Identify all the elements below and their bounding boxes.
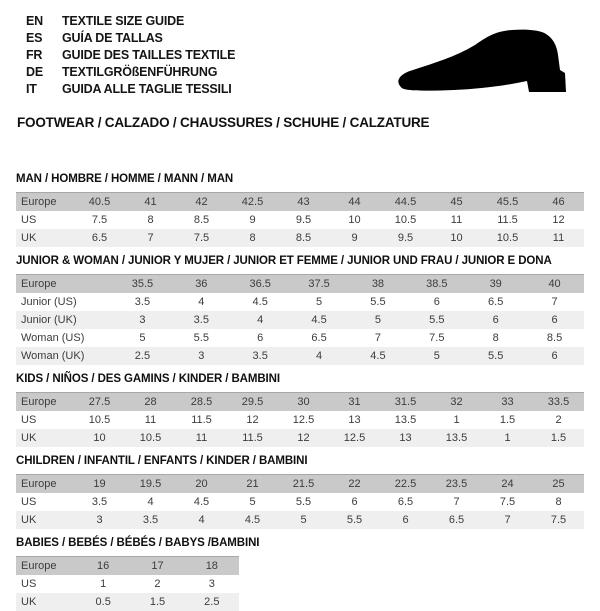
size-cell: 9.5	[295, 214, 312, 226]
category-heading: FOOTWEAR / CALZADO / CHAUSSURES / SCHUHE / CALZATURE	[17, 115, 430, 130]
size-cell: 5	[300, 514, 307, 526]
size-cell: 30	[297, 396, 310, 408]
size-cell: 12	[297, 432, 310, 444]
language-code: EN	[26, 13, 43, 28]
language-title: GUIDA ALLE TAGLIE TESSILI	[62, 81, 232, 96]
size-cell: 4	[147, 496, 154, 508]
row-label: Woman (US)	[21, 332, 85, 344]
size-cell: 16	[97, 560, 110, 572]
size-table	[16, 192, 584, 247]
row-label: Europe	[21, 396, 57, 408]
size-cell: 6.5	[488, 296, 504, 308]
size-cell: 9	[351, 232, 358, 244]
language-title: GUIDE DES TAILLES TEXTILE	[62, 47, 236, 62]
size-cell: 22	[348, 478, 361, 490]
size-cell: 3	[139, 314, 146, 326]
size-cell: 8.5	[193, 214, 210, 226]
size-cell: 4	[316, 350, 323, 362]
size-cell: 3.5	[91, 496, 108, 508]
size-cell: 33.5	[547, 396, 570, 408]
size-cell: 39	[489, 278, 502, 290]
table-row	[16, 575, 239, 593]
size-cell: 22.5	[394, 478, 417, 490]
size-cell: 7.5	[550, 514, 567, 526]
size-cell: 18	[205, 560, 218, 572]
size-cell: 7	[147, 232, 154, 244]
size-cell: 43	[297, 196, 310, 208]
size-cell: 12.5	[343, 432, 366, 444]
table-row	[16, 593, 239, 611]
size-cell: 11.5	[242, 432, 263, 444]
row-label: Europe	[21, 278, 57, 290]
size-cell: 2	[154, 578, 161, 590]
size-cell: 5.5	[429, 314, 445, 326]
guide-header	[0, 0, 600, 130]
size-cell: 25	[552, 478, 565, 490]
size-cell: 8	[555, 496, 562, 508]
size-cell: 4.5	[311, 314, 327, 326]
size-cell: 46	[552, 196, 565, 208]
size-tables	[0, 173, 600, 611]
size-cell: 7	[551, 296, 558, 308]
size-cell: 3.5	[134, 296, 151, 308]
size-cell: 6	[492, 314, 499, 326]
row-label: Junior (UK)	[21, 314, 77, 326]
size-cell: 5.5	[193, 332, 209, 344]
size-cell: 11	[450, 214, 463, 226]
size-cell: 9	[249, 214, 256, 226]
size-cell: 4	[257, 314, 264, 326]
row-label: Europe	[21, 478, 57, 490]
size-cell: 8.5	[295, 232, 312, 244]
size-cell: 19.5	[139, 478, 162, 490]
size-cell: 36	[195, 278, 208, 290]
size-cell: 7.5	[91, 214, 108, 226]
size-cell: 0.5	[95, 596, 111, 608]
size-cell: 1	[100, 578, 107, 590]
table-title: JUNIOR & WOMAN / JUNIOR Y MUJER / JUNIOR ET FEMME / JUNIOR UND FRAU / JUNIOR E DONA	[16, 255, 552, 267]
table-title: CHILDREN / INFANTIL / ENFANTS / KINDER / BAMBINI	[16, 455, 308, 467]
table-row	[16, 275, 584, 293]
size-cell: 11.5	[191, 414, 212, 426]
size-cell: 20	[195, 478, 208, 490]
table-row	[16, 193, 584, 211]
size-cell: 11	[552, 232, 565, 244]
size-table	[16, 474, 584, 529]
size-cell: 5.5	[370, 296, 386, 308]
size-cell: 7	[453, 496, 460, 508]
size-cell: 6.5	[91, 232, 108, 244]
size-cell: 36.5	[249, 278, 271, 290]
size-cell: 6.5	[397, 496, 414, 508]
size-cell: 8	[492, 332, 499, 344]
language-code: ES	[26, 30, 43, 45]
size-cell: 6	[433, 296, 440, 308]
size-cell: 31	[348, 396, 361, 408]
size-cell: 6.5	[448, 514, 465, 526]
size-cell: 13.5	[394, 414, 417, 426]
table-row	[16, 411, 584, 429]
size-cell: 45	[450, 196, 463, 208]
language-line-en	[26, 12, 600, 29]
size-cell: 31.5	[394, 396, 417, 408]
size-cell: 28.5	[190, 396, 213, 408]
size-cell: 4.5	[370, 350, 386, 362]
size-cell: 4.5	[252, 296, 268, 308]
row-label: Woman (UK)	[21, 350, 85, 362]
size-cell: 41	[144, 196, 157, 208]
size-cell: 7.5	[193, 232, 210, 244]
table-row	[16, 393, 584, 411]
row-label: US	[21, 214, 37, 226]
size-cell: 2	[555, 414, 562, 426]
size-cell: 28	[144, 396, 157, 408]
size-cell: 44	[348, 196, 361, 208]
size-cell: 24	[501, 478, 514, 490]
row-label: UK	[21, 232, 37, 244]
row-label: Junior (US)	[21, 296, 77, 308]
size-cell: 3.5	[193, 314, 209, 326]
size-cell: 3	[198, 350, 205, 362]
language-title: GUÍA DE TALLAS	[62, 30, 163, 45]
size-cell: 12	[552, 214, 565, 226]
size-cell: 9.5	[397, 232, 414, 244]
size-cell: 27.5	[88, 396, 111, 408]
size-cell: 10	[348, 214, 361, 226]
size-cell: 5	[316, 296, 323, 308]
table-row	[16, 293, 584, 311]
size-cell: 7	[374, 332, 381, 344]
size-cell: 13.5	[445, 432, 468, 444]
size-cell: 10.5	[394, 214, 417, 226]
size-cell: 3.5	[252, 350, 268, 362]
table-row	[16, 347, 584, 365]
size-cell: 10.5	[88, 414, 111, 426]
row-label: US	[21, 578, 37, 590]
table-row	[16, 429, 584, 447]
size-cell: 19	[93, 478, 106, 490]
table-title: MAN / HOMBRE / HOMME / MANN / MAN	[16, 173, 234, 185]
size-cell: 38.5	[426, 278, 448, 290]
table-row	[16, 493, 584, 511]
row-label: Europe	[21, 196, 57, 208]
size-cell: 5.5	[295, 496, 312, 508]
language-code: FR	[26, 47, 43, 62]
size-cell: 21	[246, 478, 259, 490]
size-cell: 5	[139, 332, 146, 344]
table-row	[16, 511, 584, 529]
size-cell: 11	[144, 414, 157, 426]
size-cell: 12	[246, 414, 259, 426]
size-cell: 7	[504, 514, 511, 526]
size-cell: 10.5	[496, 232, 519, 244]
table-row	[16, 211, 584, 229]
size-cell: 10	[93, 432, 106, 444]
size-cell: 1	[453, 414, 460, 426]
size-cell: 44.5	[394, 196, 417, 208]
size-cell: 4	[198, 296, 205, 308]
size-cell: 45.5	[496, 196, 519, 208]
size-cell: 33	[501, 396, 514, 408]
table-row	[16, 311, 584, 329]
size-table-section	[16, 255, 584, 365]
size-cell: 10.5	[139, 432, 162, 444]
size-table	[16, 274, 584, 365]
size-cell: 40	[548, 278, 561, 290]
size-cell: 29.5	[241, 396, 264, 408]
size-cell: 12.5	[292, 414, 315, 426]
size-cell: 6	[351, 496, 358, 508]
size-cell: 3	[96, 514, 103, 526]
size-cell: 5.5	[346, 514, 363, 526]
size-cell: 11	[195, 432, 208, 444]
shoe-icon	[394, 28, 576, 98]
row-label: US	[21, 496, 37, 508]
size-cell: 5	[374, 314, 381, 326]
size-cell: 32	[450, 396, 463, 408]
size-cell: 1.5	[499, 414, 516, 426]
size-cell: 42	[195, 196, 208, 208]
size-cell: 4.5	[193, 496, 210, 508]
size-cell: 7.5	[499, 496, 516, 508]
size-cell: 1	[504, 432, 511, 444]
size-cell: 8	[147, 214, 154, 226]
size-table	[16, 556, 239, 611]
size-cell: 6.5	[311, 332, 327, 344]
size-cell: 21.5	[292, 478, 315, 490]
size-cell: 37.5	[308, 278, 330, 290]
size-cell: 23.5	[445, 478, 468, 490]
language-code: DE	[26, 64, 43, 79]
row-label: UK	[21, 514, 37, 526]
size-cell: 13	[348, 414, 361, 426]
row-label: UK	[21, 432, 37, 444]
size-cell: 3.5	[142, 514, 159, 526]
size-cell: 11.5	[497, 214, 518, 226]
language-code: IT	[26, 81, 37, 96]
row-label: US	[21, 414, 37, 426]
size-cell: 6	[402, 514, 409, 526]
size-cell: 5	[433, 350, 440, 362]
table-row	[16, 557, 239, 575]
table-title: BABIES / BEBÉS / BÉBÉS / BABYS /BAMBINI	[16, 537, 260, 549]
size-cell: 8	[249, 232, 256, 244]
size-cell: 2.5	[134, 350, 151, 362]
size-cell: 1.5	[149, 596, 166, 608]
size-cell: 40.5	[88, 196, 111, 208]
size-cell: 1.5	[550, 432, 567, 444]
size-cell: 17	[151, 560, 164, 572]
size-cell: 5.5	[488, 350, 504, 362]
size-cell: 3	[208, 578, 215, 590]
size-cell: 4	[198, 514, 205, 526]
row-label: UK	[21, 596, 37, 608]
size-table-section	[16, 373, 584, 447]
size-cell: 38	[371, 278, 385, 290]
size-cell: 6	[257, 332, 264, 344]
size-cell: 42.5	[241, 196, 264, 208]
size-cell: 2.5	[204, 596, 220, 608]
size-cell: 5	[249, 496, 256, 508]
size-cell: 8.5	[546, 332, 563, 344]
table-title: KIDS / NIÑOS / DES GAMINS / KINDER / BAMBINI	[16, 373, 280, 385]
size-cell: 4.5	[244, 514, 261, 526]
size-cell: 10	[450, 232, 463, 244]
size-cell: 35.5	[131, 278, 154, 290]
table-row	[16, 475, 584, 493]
size-table-section	[16, 173, 584, 247]
language-title: TEXTILE SIZE GUIDE	[62, 13, 185, 28]
size-cell: 6	[551, 350, 558, 362]
size-cell: 7.5	[429, 332, 445, 344]
size-cell: 6	[551, 314, 558, 326]
size-cell: 13	[399, 432, 412, 444]
row-label: Europe	[21, 560, 57, 572]
size-table	[16, 392, 584, 447]
table-row	[16, 329, 584, 347]
table-row	[16, 229, 584, 247]
language-title: TEXTILGRÖßENFÜHRUNG	[62, 64, 218, 79]
size-table-section	[16, 455, 584, 529]
